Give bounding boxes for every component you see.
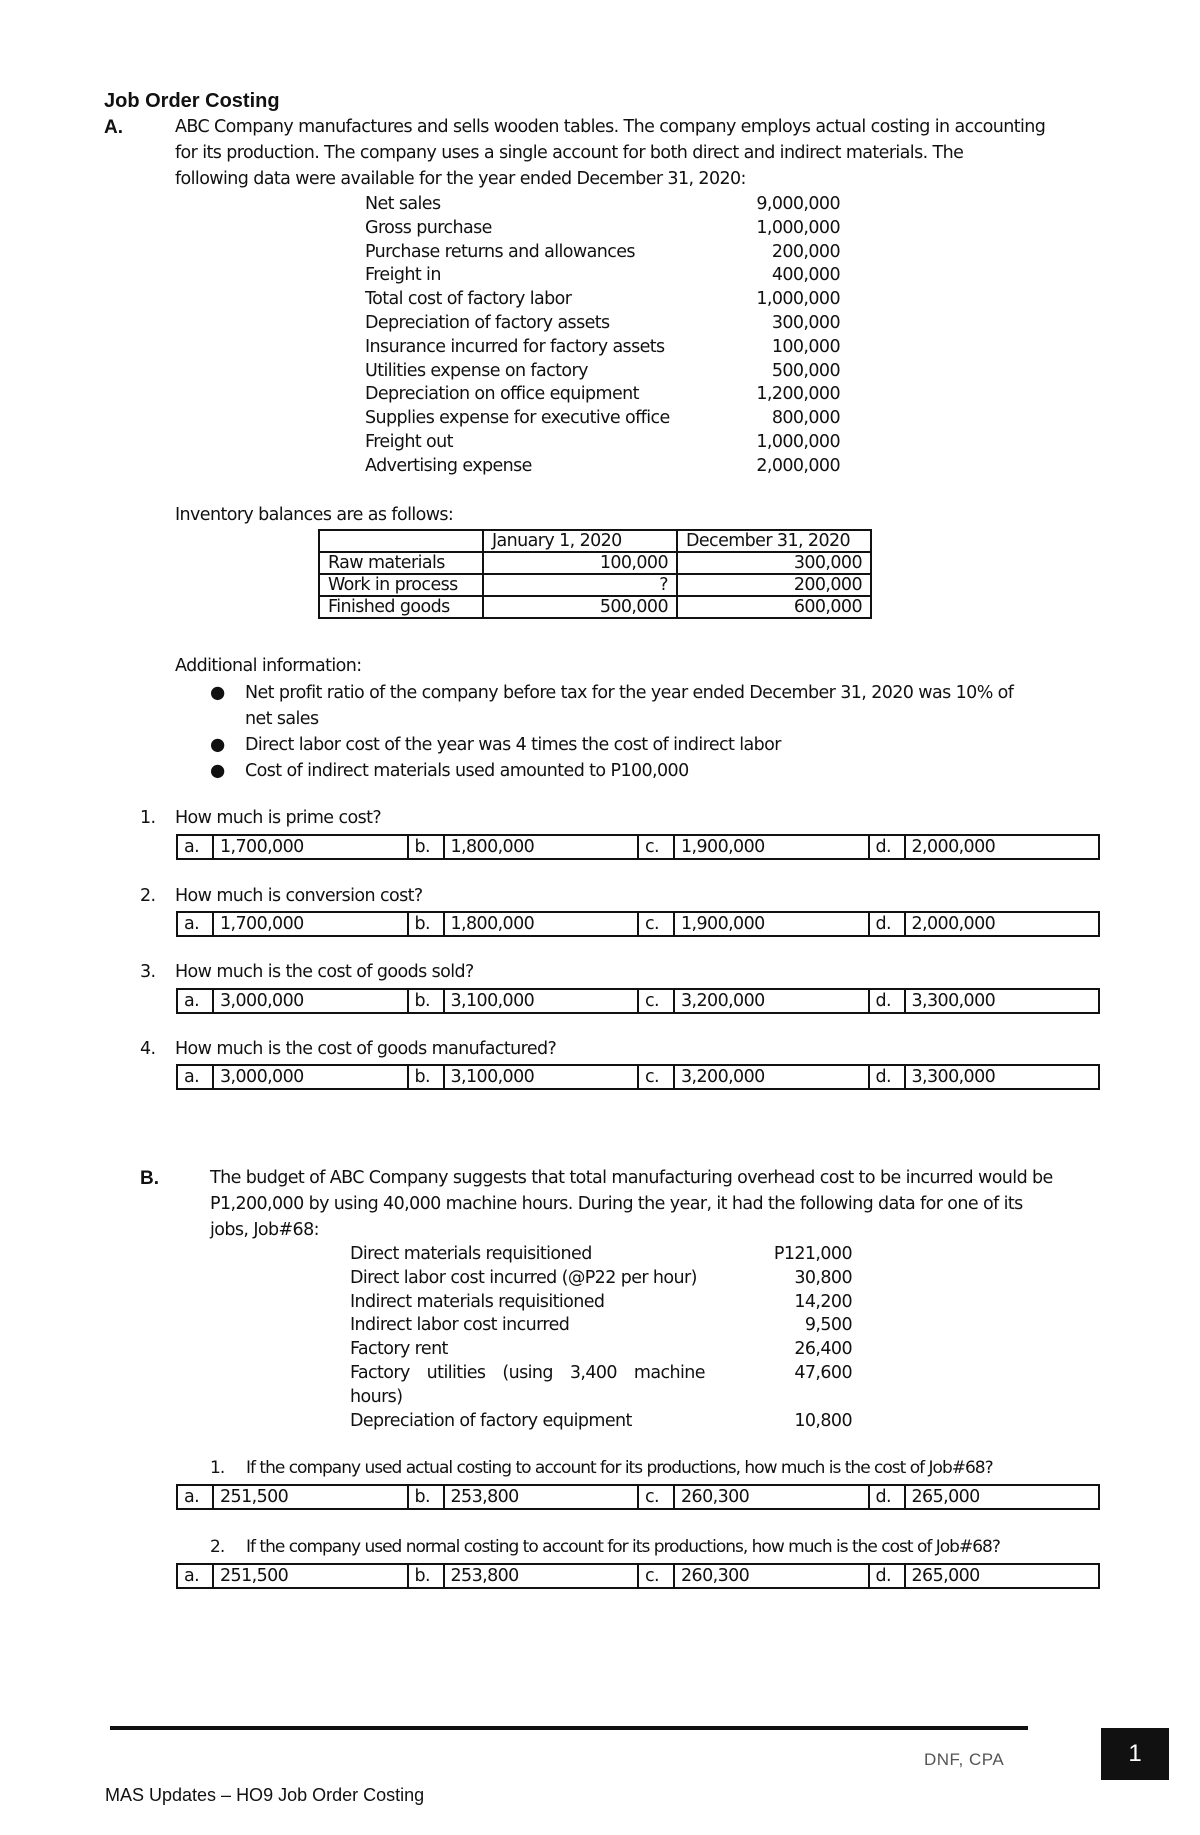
question-text: How much is prime cost? <box>175 808 382 828</box>
choice-letter: b. <box>408 989 444 1013</box>
choice-value[interactable]: 3,000,000 <box>213 1065 408 1089</box>
data-row: Factory rent 26,400 <box>350 1339 852 1360</box>
table-cell: 100,000 <box>483 552 677 574</box>
choice-value[interactable]: 260,300 <box>674 1485 869 1509</box>
table-row <box>319 596 871 618</box>
footer-author: DNF, CPA <box>924 1750 1005 1769</box>
table-header-cell: January 1, 2020 <box>483 530 677 552</box>
question-text: If the company used normal costing to account for its productions, how much is the cost of Job#68? <box>246 1537 1000 1557</box>
data-row: Indirect labor cost incurred 9,500 <box>350 1315 852 1336</box>
choice-value[interactable]: 253,800 <box>444 1564 639 1588</box>
choice-letter: b. <box>408 1564 444 1588</box>
intro-line: jobs, Job#68: <box>210 1220 319 1240</box>
question-text: How much is conversion cost? <box>175 886 423 906</box>
choice-letter: d. <box>869 989 905 1013</box>
choice-value[interactable]: 251,500 <box>213 1485 408 1509</box>
intro-line: for its production. The company uses a single account for both direct and indirect materials. The <box>175 143 964 163</box>
section-b-data-list <box>350 1243 852 1433</box>
choice-letter: a. <box>177 835 213 859</box>
answer-choices <box>176 834 1100 860</box>
table-cell: ? <box>483 574 677 596</box>
table-row <box>319 530 871 552</box>
data-row: Total cost of factory labor 1,000,000 <box>365 289 840 310</box>
choice-letter: c. <box>638 912 674 936</box>
document-title: Job Order Costing <box>104 90 280 112</box>
section-a-label: A. <box>104 117 123 138</box>
choice-value[interactable]: 1,800,000 <box>444 835 639 859</box>
footer-divider <box>110 1726 1028 1730</box>
table-cell: 200,000 <box>677 574 871 596</box>
question-number: 1. <box>140 808 156 828</box>
section-a-intro <box>175 114 1105 192</box>
bullet-icon: ● <box>210 683 225 703</box>
list-item: ● Net profit ratio of the company before tax for the year ended December 31, 2020 was 10% of net sales <box>210 680 1090 732</box>
choice-value[interactable]: 1,800,000 <box>444 912 639 936</box>
choice-value[interactable]: 3,200,000 <box>674 989 869 1013</box>
choice-value[interactable]: 3,000,000 <box>213 989 408 1013</box>
choice-value[interactable]: 265,000 <box>905 1564 1100 1588</box>
bullet-list <box>210 680 1090 784</box>
section-b-intro <box>210 1165 1100 1243</box>
bullet-icon: ● <box>210 761 225 781</box>
choice-letter: a. <box>177 989 213 1013</box>
question-number: 4. <box>140 1039 156 1059</box>
choice-letter: d. <box>869 1065 905 1089</box>
choice-value[interactable]: 251,500 <box>213 1564 408 1588</box>
data-row: Indirect materials requisitioned 14,200 <box>350 1291 852 1312</box>
question-text: How much is the cost of goods manufactured? <box>175 1039 557 1059</box>
choice-value[interactable]: 2,000,000 <box>905 835 1100 859</box>
intro-line: The budget of ABC Company suggests that total manufacturing overhead cost to be incurred would be <box>210 1168 1053 1188</box>
data-row: Advertising expense 2,000,000 <box>365 455 840 476</box>
question-number: 2. <box>210 1537 225 1557</box>
choice-letter: d. <box>869 1485 905 1509</box>
question-number: 2. <box>140 886 156 906</box>
choice-letter: b. <box>408 835 444 859</box>
table-header-cell: December 31, 2020 <box>677 530 871 552</box>
choice-letter: d. <box>869 1564 905 1588</box>
choice-letter: d. <box>869 912 905 936</box>
data-row: Direct materials requisitioned P121,000 <box>350 1244 852 1264</box>
inventory-table <box>318 529 872 619</box>
choice-value[interactable]: 1,700,000 <box>213 835 408 859</box>
table-row <box>319 552 871 574</box>
choice-letter: d. <box>869 835 905 859</box>
table-cell: 600,000 <box>677 596 871 618</box>
answer-choices <box>176 1563 1100 1589</box>
data-row: Freight out 1,000,000 <box>365 431 840 452</box>
choice-value[interactable]: 3,300,000 <box>905 1065 1100 1089</box>
answer-choices <box>176 1064 1100 1090</box>
choice-value[interactable]: 253,800 <box>444 1485 639 1509</box>
table-cell: 500,000 <box>483 596 677 618</box>
data-row: Depreciation of factory assets 300,000 <box>365 312 840 333</box>
data-row: Freight in 400,000 <box>365 265 840 286</box>
table-cell: Finished goods <box>319 596 483 618</box>
question-number: 1. <box>210 1458 225 1478</box>
choice-letter: c. <box>638 1564 674 1588</box>
bullet-icon: ● <box>210 735 225 755</box>
choice-value[interactable]: 3,200,000 <box>674 1065 869 1089</box>
intro-line: following data were available for the year ended December 31, 2020: <box>175 169 746 189</box>
choice-value[interactable]: 3,100,000 <box>444 1065 639 1089</box>
data-row: Factory utilities (using 3,400 machine 47,600 <box>350 1362 852 1383</box>
data-row: Gross purchase 1,000,000 <box>365 217 840 238</box>
footer-doc-title: MAS Updates – HO9 Job Order Costing <box>105 1785 425 1805</box>
choice-value[interactable]: 265,000 <box>905 1485 1100 1509</box>
choice-letter: b. <box>408 1485 444 1509</box>
intro-line: ABC Company manufactures and sells wooden tables. The company employs actual costing in accounting <box>175 117 1046 137</box>
inventory-intro: Inventory balances are as follows: <box>175 505 454 525</box>
choice-letter: c. <box>638 1485 674 1509</box>
choice-letter: b. <box>408 1065 444 1089</box>
list-item: ● Direct labor cost of the year was 4 times the cost of indirect labor <box>210 732 1090 758</box>
question-number: 3. <box>140 962 156 982</box>
list-item: ● Cost of indirect materials used amounted to P100,000 <box>210 758 1090 784</box>
data-row: Direct labor cost incurred (@P22 per hour) 30,800 <box>350 1267 852 1288</box>
data-row: Depreciation of factory equipment 10,800 <box>350 1410 852 1431</box>
choice-letter: a. <box>177 1485 213 1509</box>
table-cell: 300,000 <box>677 552 871 574</box>
choice-value[interactable]: 260,300 <box>674 1564 869 1588</box>
data-row: Utilities expense on factory 500,000 <box>365 360 840 381</box>
choice-letter: a. <box>177 1065 213 1089</box>
data-row: Purchase returns and allowances 200,000 <box>365 241 840 262</box>
choice-value[interactable]: 3,100,000 <box>444 989 639 1013</box>
choice-value[interactable]: 1,900,000 <box>674 912 869 936</box>
choice-letter: c. <box>638 1065 674 1089</box>
table-cell: Raw materials <box>319 552 483 574</box>
section-a-data-list <box>365 193 840 479</box>
data-row: Insurance incurred for factory assets 100,000 <box>365 336 840 357</box>
choice-letter: c. <box>638 835 674 859</box>
data-row: Supplies expense for executive office 800,000 <box>365 408 840 429</box>
table-cell: Work in process <box>319 574 483 596</box>
question-text: How much is the cost of goods sold? <box>175 962 474 982</box>
choice-value[interactable]: 2,000,000 <box>905 912 1100 936</box>
choice-letter: c. <box>638 989 674 1013</box>
answer-choices <box>176 911 1100 937</box>
choice-value[interactable]: 3,300,000 <box>905 989 1100 1013</box>
data-row: Net sales 9,000,000 <box>365 194 840 214</box>
choice-letter: a. <box>177 912 213 936</box>
intro-line: P1,200,000 by using 40,000 machine hours. During the year, it had the following data for one of its <box>210 1194 1023 1214</box>
section-b-label: B. <box>140 1168 159 1189</box>
table-row <box>319 574 871 596</box>
answer-choices <box>176 988 1100 1014</box>
answer-choices <box>176 1484 1100 1510</box>
choice-value[interactable]: 1,700,000 <box>213 912 408 936</box>
question-text: If the company used actual costing to account for its productions, how much is the cost of Job#68? <box>246 1458 993 1478</box>
page-number: 1 <box>1101 1728 1169 1780</box>
choice-value[interactable]: 1,900,000 <box>674 835 869 859</box>
choice-letter: b. <box>408 912 444 936</box>
additional-info-intro: Additional information: <box>175 656 362 676</box>
data-row: hours) <box>350 1386 403 1407</box>
table-header-cell <box>319 530 483 552</box>
data-row: Depreciation on office equipment 1,200,000 <box>365 384 840 405</box>
choice-letter: a. <box>177 1564 213 1588</box>
